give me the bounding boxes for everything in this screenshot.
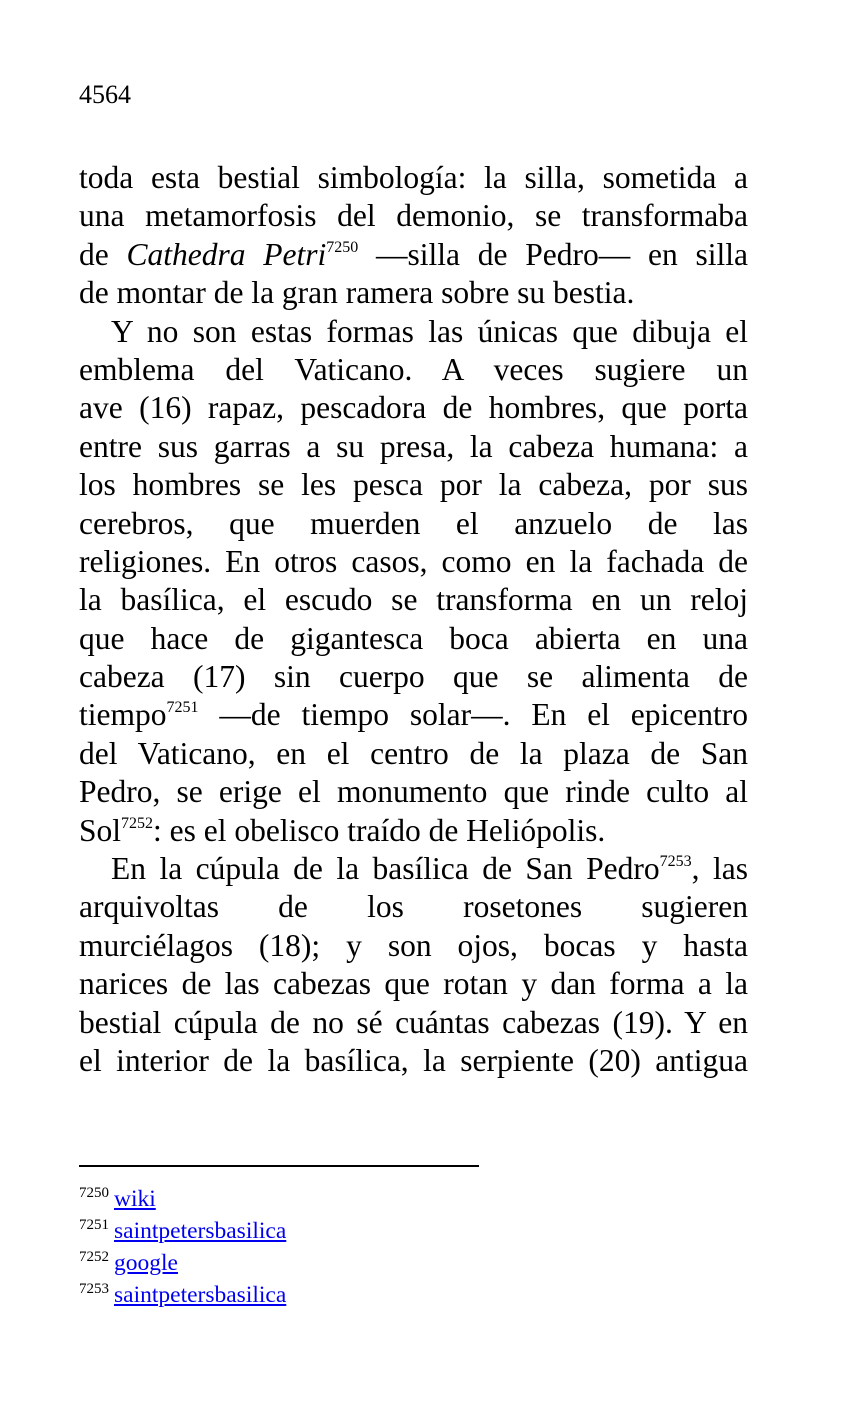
text-line bbox=[79, 696, 748, 734]
text-line: religiones. En otros casos, como en la fachada de bbox=[79, 543, 748, 579]
text-line: los hombres se les pesca por la cabeza, por sus bbox=[79, 467, 748, 503]
text-line: la basílica, el escudo se transforma en un reloj bbox=[79, 582, 748, 618]
text-fragment: —silla de Pedro— en silla bbox=[358, 236, 748, 272]
text-line: emblema del Vaticano. A veces sugiere un bbox=[79, 351, 748, 387]
text-line: el interior de la basílica, la serpiente (20) antigua bbox=[79, 1042, 748, 1078]
text-fragment: Sol bbox=[79, 812, 122, 848]
text-line: Y no son estas formas las únicas que dibuja el bbox=[111, 313, 748, 349]
text-fragment: —de tiempo solar—. En el epicentro bbox=[198, 697, 748, 733]
text-fragment: : es el obelisco traído de Heliópolis. bbox=[153, 812, 606, 848]
footnote-number: 7252 bbox=[79, 1249, 109, 1265]
text-line: del Vaticano, en el centro de la plaza de San bbox=[79, 735, 748, 771]
text-fragment: En la cúpula de la basílica de San Pedro bbox=[111, 851, 660, 887]
footnote-number: 7251 bbox=[79, 1217, 109, 1233]
footnote-marker[interactable]: 7252 bbox=[121, 814, 154, 832]
text-line: ave (16) rapaz, pescadora de hombres, que porta bbox=[79, 390, 748, 426]
text-fragment: de bbox=[79, 236, 127, 272]
footnote-marker[interactable]: 7251 bbox=[166, 699, 199, 717]
text-line: narices de las cabezas que rotan y dan forma a la bbox=[79, 966, 748, 1002]
text-line: que hace de gigantesca boca abierta en una bbox=[79, 620, 748, 656]
text-line: entre sus garras a su presa, la cabeza humana: a bbox=[79, 428, 748, 464]
footnotes bbox=[79, 1183, 286, 1311]
footnote-marker[interactable]: 7253 bbox=[659, 853, 692, 871]
footnote-link[interactable]: saintpetersbasilica bbox=[114, 1218, 287, 1244]
footnote-link[interactable]: google bbox=[114, 1250, 178, 1276]
footnote-item bbox=[79, 1183, 286, 1215]
footnote-divider bbox=[79, 1165, 479, 1167]
footnote-marker[interactable]: 7250 bbox=[326, 238, 359, 256]
footnote-item bbox=[79, 1247, 286, 1279]
italic-term: Cathedra Petri bbox=[126, 236, 327, 272]
text-line: toda esta bestial simbología: la silla, sometida a bbox=[79, 160, 748, 195]
body-text bbox=[79, 159, 748, 1080]
footnote-number: 7250 bbox=[79, 1185, 109, 1201]
text-fragment: , las bbox=[691, 851, 748, 887]
text-line bbox=[79, 236, 748, 274]
text-line: bestial cúpula de no sé cuántas cabezas (19). Y en bbox=[79, 1004, 748, 1040]
text-line bbox=[79, 850, 748, 888]
text-fragment: tiempo bbox=[79, 697, 167, 733]
text-line: una metamorfosis del demonio, se transformaba bbox=[79, 198, 748, 234]
text-line: murciélagos (18); y son ojos, bocas y hasta bbox=[79, 927, 748, 963]
footnote-link[interactable]: wiki bbox=[114, 1186, 156, 1212]
text-line: arquivoltas de los rosetones sugieren bbox=[79, 889, 748, 925]
footnote-link[interactable]: saintpetersbasilica bbox=[114, 1282, 287, 1308]
footnote-item bbox=[79, 1279, 286, 1311]
page-number: 4564 bbox=[79, 80, 131, 109]
text-line: Pedro, se erige el monumento que rinde culto al bbox=[79, 774, 748, 810]
text-line: cerebros, que muerden el anzuelo de las bbox=[79, 505, 748, 541]
text-line: cabeza (17) sin cuerpo que se alimenta de bbox=[79, 659, 748, 695]
footnote-item bbox=[79, 1215, 286, 1247]
text-line: de montar de la gran ramera sobre su bestia. bbox=[79, 275, 635, 311]
footnote-number: 7253 bbox=[79, 1281, 109, 1297]
text-line bbox=[79, 812, 748, 850]
